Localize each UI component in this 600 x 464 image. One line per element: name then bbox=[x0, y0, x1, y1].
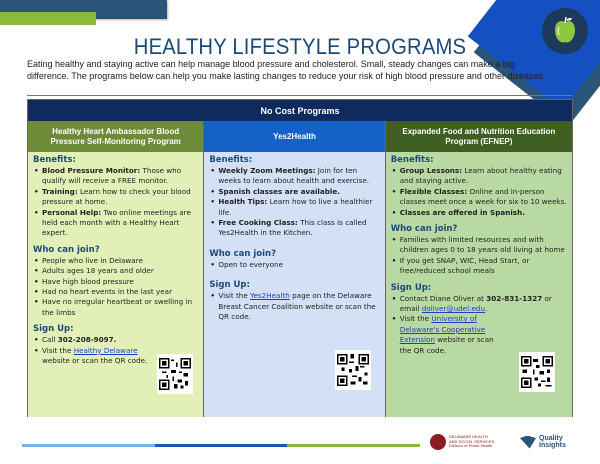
signup-heading: Sign Up: bbox=[390, 282, 432, 293]
list-item: • Blood Pressure Monitor: Those who qualify will receive a FREE monitor. bbox=[33, 166, 198, 187]
footer-line-green bbox=[287, 444, 420, 447]
signup-list bbox=[391, 294, 567, 356]
benefits-list bbox=[209, 166, 379, 239]
who-heading: Who can join? bbox=[209, 248, 277, 259]
list-item: • Training: Learn how to check your blood pressure at home. bbox=[33, 187, 198, 208]
list-item: • Health Tips: Learn how to live a healthier life. bbox=[209, 197, 379, 218]
benefits-list bbox=[33, 166, 198, 239]
dhss-logo: DELAWARE HEALTH AND SOCIAL SERVICES Division of Public Health bbox=[430, 434, 494, 450]
page-title: HEALTHY LIFESTYLE PROGRAMS bbox=[133, 34, 467, 59]
list-item: • Visit the University of Delaware's Cooperative Extension website or scan the QR code. bbox=[391, 314, 503, 356]
list-item: • If you get SNAP, WIC, Head Start, or free/reduced school meals bbox=[391, 256, 567, 277]
list-item: • Families with limited resources and with children ages 0 to 18 years old living at home bbox=[391, 235, 567, 256]
benefits-heading: Benefits: bbox=[390, 155, 434, 165]
table-title: No Cost Programs bbox=[28, 100, 572, 121]
who-heading: Who can join? bbox=[390, 224, 458, 235]
list-item: • Have no irregular heartbeat or swelling in the limbs bbox=[33, 297, 198, 318]
column-heading: Healthy Heart Ambassador Blood Pressure Self-Monitoring Program bbox=[28, 121, 203, 152]
who-list bbox=[33, 256, 198, 318]
yes2health-link[interactable]: Yes2Health bbox=[250, 291, 290, 301]
list-item: • Flexible Classes: Online and in-person classes meet once a week for six to 10 weeks. bbox=[391, 187, 567, 208]
signup-list bbox=[209, 291, 379, 322]
qr-code bbox=[335, 350, 371, 390]
column-heading: Expanded Food and Nutrition Education Program (EFNEP) bbox=[386, 121, 572, 152]
intro-paragraph: Eating healthy and staying active can help manage blood pressure and cholesterol. Small, steady changes can make a big difference. The programs below can help you make lasting changes to reduce your risk of high blood pressure and other diseases. bbox=[27, 59, 546, 82]
list-item: • People who live in Delaware bbox=[33, 256, 198, 266]
phone-number: 302-831-1327 bbox=[486, 293, 543, 303]
qr-code bbox=[519, 352, 555, 392]
quality-insights-mark-icon bbox=[520, 436, 536, 449]
list-item: • Classes are offered in Spanish. bbox=[391, 208, 567, 218]
header-bar-green bbox=[0, 12, 96, 25]
column-heading: Yes2Health bbox=[204, 121, 384, 152]
list-item: • Visit the Healthy Delaware website or scan the QR code. bbox=[33, 346, 148, 367]
qr-code bbox=[157, 354, 193, 394]
benefits-list bbox=[391, 166, 567, 218]
list-item: • Have high blood pressure bbox=[33, 277, 198, 287]
list-item: • Call 302-208-9097. bbox=[33, 335, 198, 345]
program-column-efnep bbox=[386, 121, 572, 417]
list-item: • Visit the Yes2Health page on the Delaware Breast Cancer Coalition website or scan the QR code. bbox=[209, 291, 379, 322]
phone-number: 302-208-9097. bbox=[57, 335, 117, 345]
email-link[interactable]: doliver@udel.edu bbox=[421, 304, 485, 314]
list-item: • Contact Diane Oliver at 302-831-1327 or email doliver@udel.edu. bbox=[391, 294, 567, 315]
list-item: • Had no heart events in the last year bbox=[33, 287, 198, 297]
cooperative-extension-link[interactable]: University of Delaware's Cooperative Extension bbox=[399, 314, 486, 345]
list-item: • Adults ages 18 years and older bbox=[33, 266, 198, 276]
list-item: • Personal Help: Two online meetings are held each month with a Healthy Heart expert. bbox=[33, 208, 198, 239]
signup-heading: Sign Up: bbox=[209, 280, 250, 291]
dhss-seal-icon bbox=[430, 434, 446, 450]
who-heading: Who can join? bbox=[33, 244, 100, 255]
list-item: • Free Cooking Class: This class is called Yes2Health in the Kitchen. bbox=[209, 218, 379, 239]
quality-insights-logo: Quality Insights bbox=[520, 435, 566, 449]
program-column-healthy-heart bbox=[28, 121, 204, 417]
list-item: • Weekly Zoom Meetings: Join for ten weeks to learn about health and exercise. bbox=[209, 166, 379, 187]
program-column-yes2health bbox=[204, 121, 385, 417]
list-item: • Spanish classes are available. bbox=[209, 187, 379, 197]
divider bbox=[27, 95, 573, 96]
who-list bbox=[209, 260, 379, 270]
list-item: • Open to everyone bbox=[209, 260, 379, 270]
list-item: • Group Lessons: Learn about healthy eating and staying active. bbox=[391, 166, 567, 187]
who-list bbox=[391, 235, 567, 277]
signup-heading: Sign Up: bbox=[33, 324, 74, 335]
footer-line-light-blue bbox=[22, 444, 155, 447]
benefits-heading: Benefits: bbox=[33, 155, 76, 165]
benefits-heading: Benefits: bbox=[209, 155, 253, 165]
footer-line-blue bbox=[155, 444, 287, 447]
programs-table bbox=[27, 99, 573, 417]
healthy-delaware-link[interactable]: Healthy Delaware bbox=[73, 345, 138, 355]
